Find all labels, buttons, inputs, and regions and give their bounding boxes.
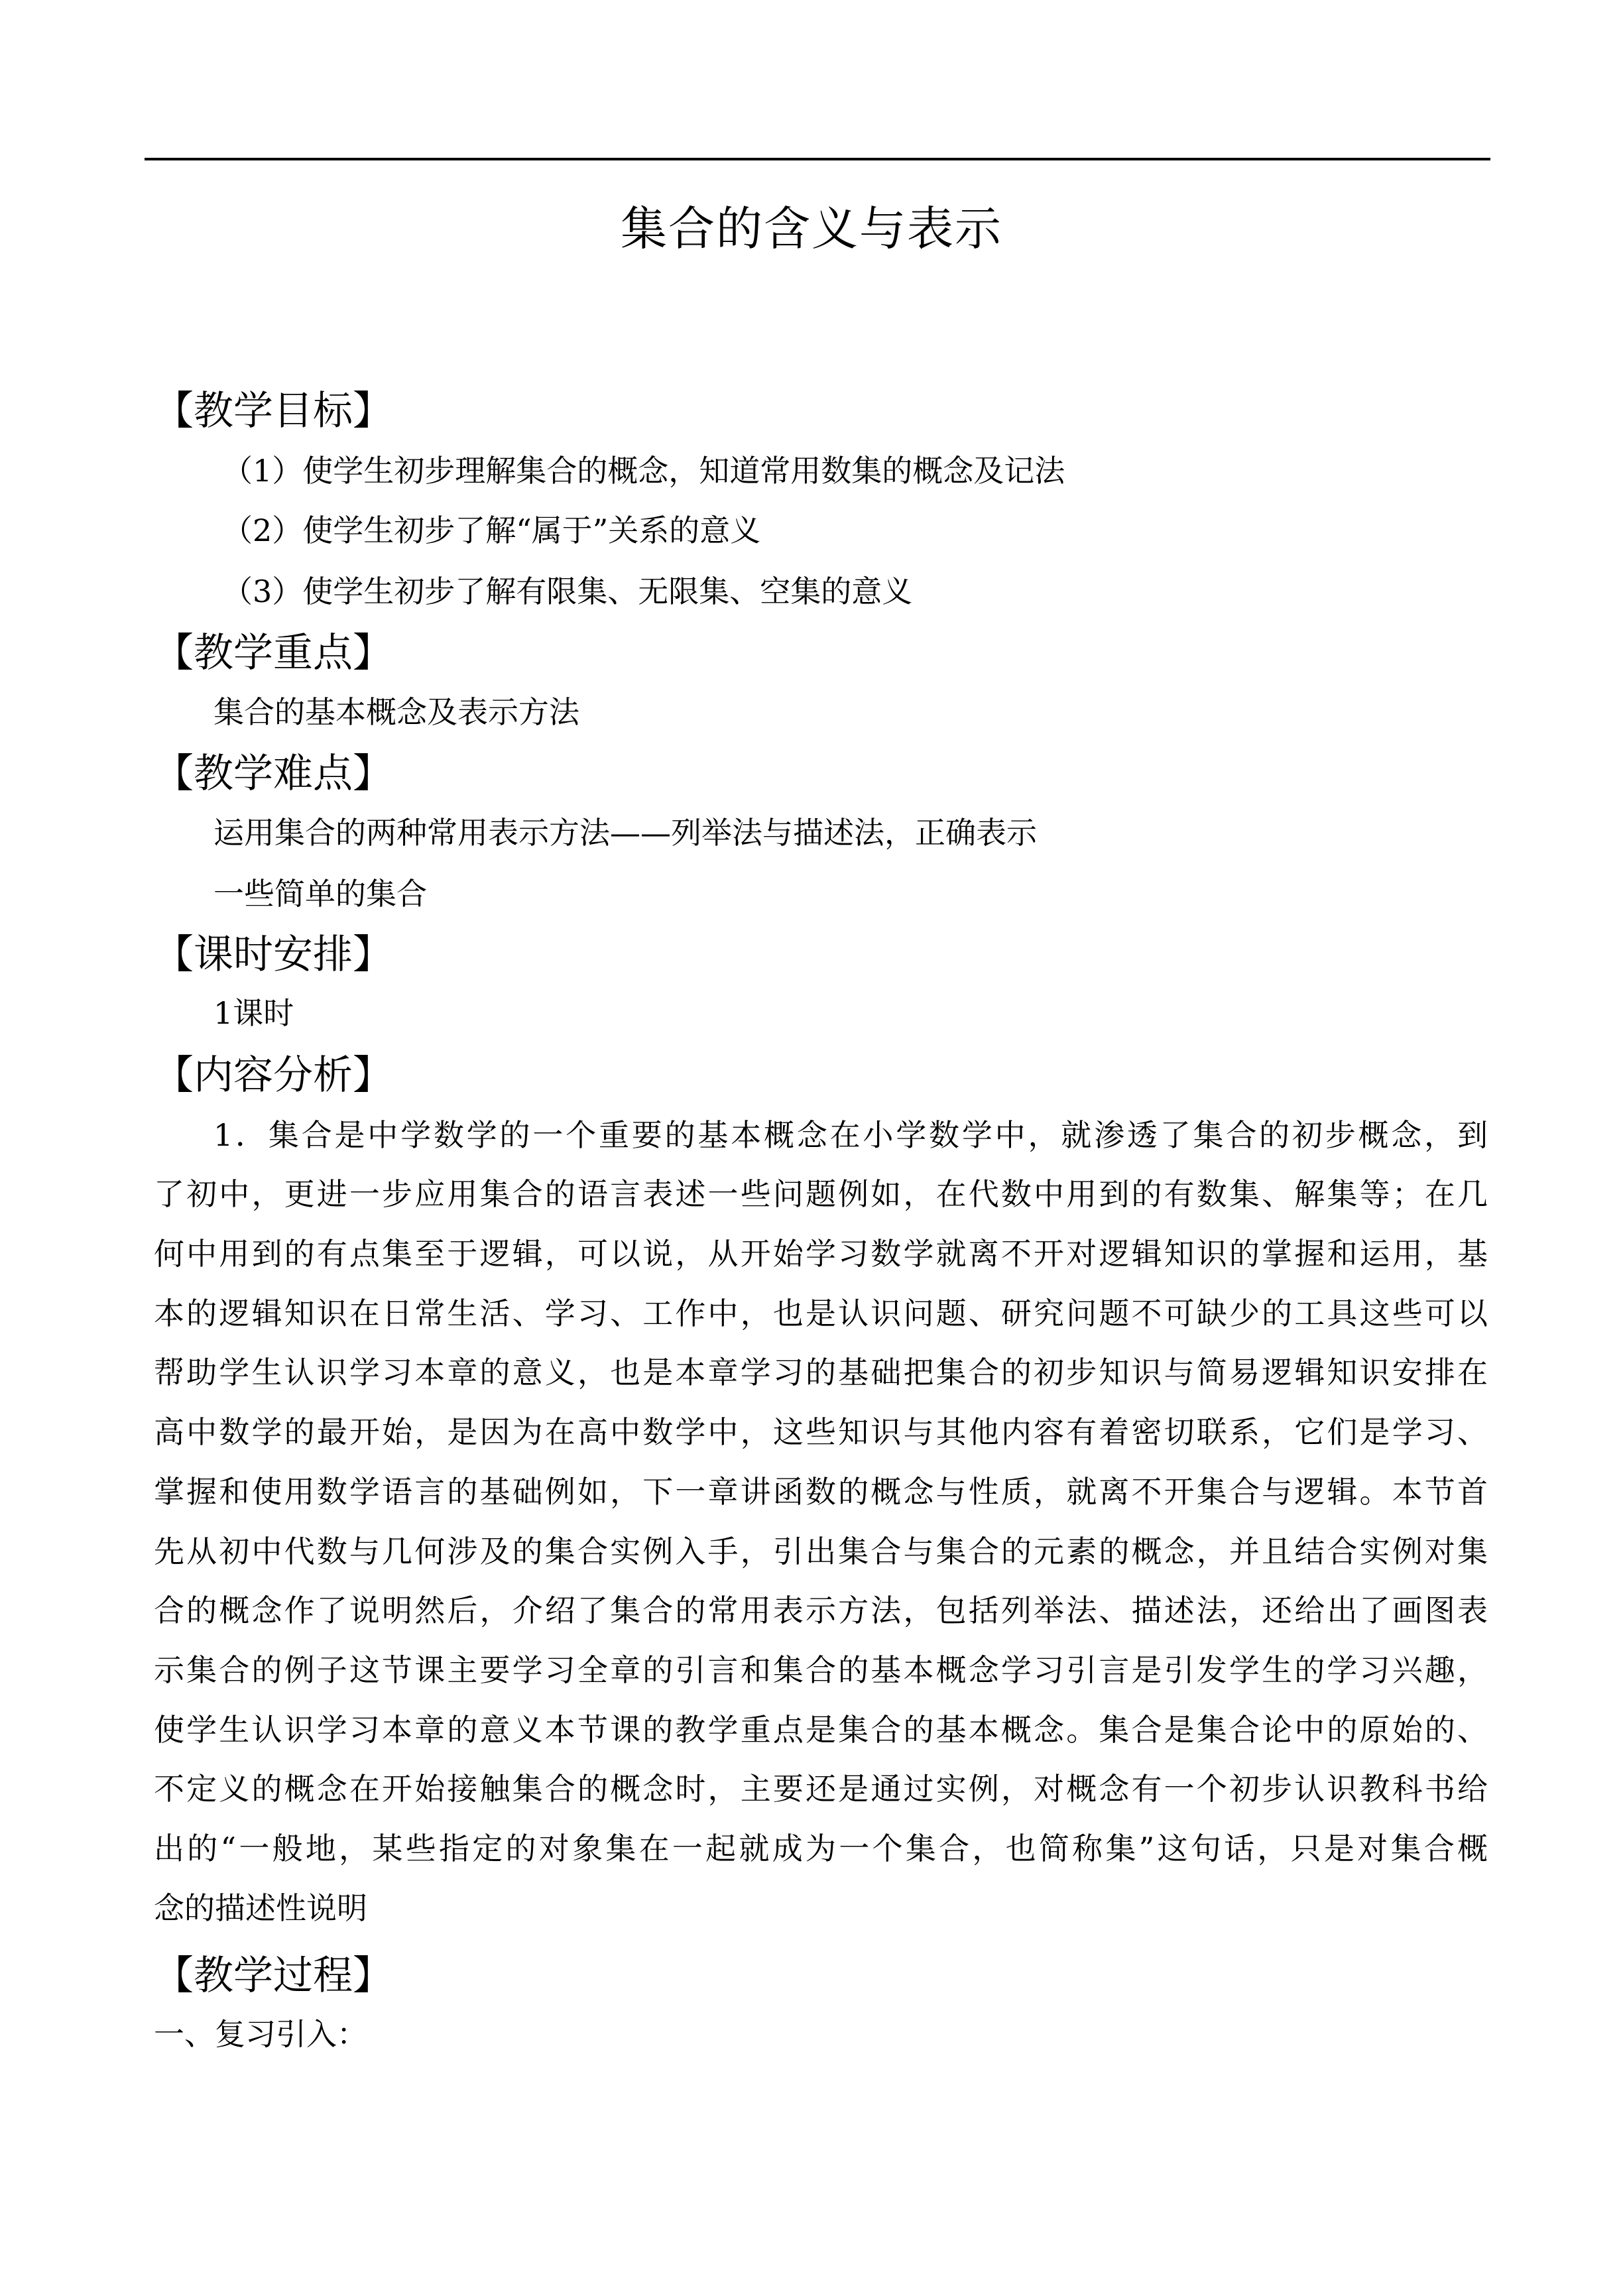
analysis-heading: 【内容分析】 — [154, 1052, 392, 1099]
difficulties-heading: 【教学难点】 — [154, 751, 392, 797]
analysis-line-6: 高中数学的最开始，是因为在高中数学中，这些知识与其他内容有着密切联系，它们是学习、 — [154, 1414, 1488, 1450]
analysis-line-7: 掌握和使用数学语言的基础例如，下一章讲函数的概念与性质，就离不开集合与逻辑。本节首 — [154, 1474, 1488, 1510]
analysis-line-10: 示集合的例子这节课主要学习全章的引言和集合的基本概念学习引言是引发学生的学习兴趣， — [154, 1652, 1488, 1688]
analysis-line-9: 合的概念作了说明然后，介绍了集合的常用表示方法，包括列举法、描述法，还给出了画图表 — [154, 1593, 1488, 1628]
analysis-line-3: 何中用到的有点集至于逻辑，可以说，从开始学习数学就离不开对逻辑知识的掌握和运用，基 — [154, 1236, 1488, 1272]
process-heading: 【教学过程】 — [154, 1953, 392, 1999]
objectives-heading: 【教学目标】 — [154, 388, 392, 434]
analysis-line-8: 先从初中代数与几何涉及的集合实例入手，引出集合与集合的元素的概念，并且结合实例对集 — [154, 1534, 1488, 1569]
analysis-line-13: 出的“一般地，某些指定的对象集在一起就成为一个集合，也简称集”这句话，只是对集合概 — [154, 1831, 1488, 1866]
header-rule — [145, 158, 1490, 160]
analysis-line-1: 1．集合是中学数学的一个重要的基本概念在小学数学中，就渗透了集合的初步概念，到 — [213, 1117, 1488, 1153]
document-title: 集合的含义与表示 — [621, 202, 1002, 256]
objective-item-2: （2）使学生初步了解“属于”关系的意义 — [222, 513, 761, 548]
process-subheading: 一、复习引入： — [154, 2016, 367, 2052]
schedule-heading: 【课时安排】 — [154, 932, 392, 978]
objective-item-3: （3）使学生初步了解有限集、无限集、空集的意义 — [222, 574, 913, 609]
schedule-text: 1课时 — [213, 995, 294, 1031]
analysis-line-12: 不定义的概念在开始接触集合的概念时，主要还是通过实例，对概念有一个初步认识教科书给 — [154, 1771, 1488, 1807]
analysis-line-4: 本的逻辑知识在日常生活、学习、工作中，也是认识问题、研究问题不可缺少的工具这些可以 — [154, 1296, 1488, 1331]
difficulties-line-1: 运用集合的两种常用表示方法——列举法与描述法，正确表示 — [213, 815, 1037, 851]
key-points-heading: 【教学重点】 — [154, 630, 392, 676]
analysis-line-2: 了初中，更进一步应用集合的语言表述一些问题例如，在代数中用到的有数集、解集等；在几 — [154, 1176, 1488, 1212]
analysis-line-5: 帮助学生认识学习本章的意义，也是本章学习的基础把集合的初步知识与简易逻辑知识安排在 — [154, 1355, 1488, 1390]
analysis-line-14: 念的描述性说明 — [154, 1890, 367, 1926]
analysis-line-11: 使学生认识学习本章的意义本节课的教学重点是集合的基本概念。集合是集合论中的原始的、 — [154, 1712, 1488, 1748]
key-points-text: 集合的基本概念及表示方法 — [213, 694, 579, 730]
difficulties-line-2: 一些简单的集合 — [213, 876, 427, 912]
objective-item-1: （1）使学生初步理解集合的概念，知道常用数集的概念及记法 — [222, 453, 1065, 489]
